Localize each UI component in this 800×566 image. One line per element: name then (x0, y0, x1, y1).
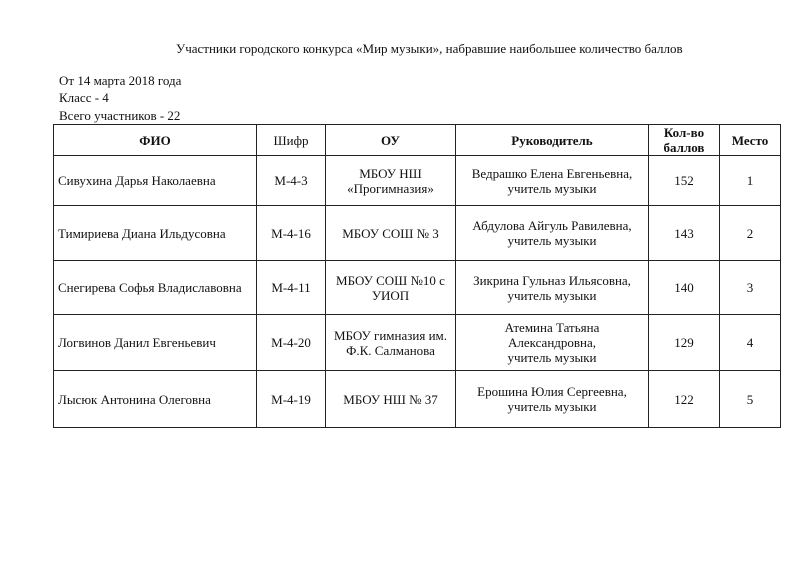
cell-score: 140 (649, 261, 720, 315)
header-school: ОУ (326, 125, 456, 156)
table-row (54, 156, 781, 206)
cell-code: М-4-16 (257, 206, 326, 261)
cell-name: Тимириева Диана Ильдусовна (54, 206, 257, 261)
cell-teacher-line: Александровна, (507, 335, 597, 350)
header-name: ФИО (54, 125, 257, 156)
cell-score: 143 (649, 206, 720, 261)
table-row (54, 261, 781, 315)
cell-school-line: МБОУ НШ № 37 (343, 391, 438, 407)
cell-teacher (456, 156, 649, 206)
cell-school (326, 261, 456, 315)
cell-teacher-line: учитель музыки (507, 350, 597, 365)
cell-name: Сивухина Дарья Наколаевна (54, 156, 257, 206)
cell-teacher-line: учитель музыки (507, 287, 597, 303)
cell-school (326, 206, 456, 261)
cell-teacher-line: учитель музыки (507, 233, 597, 248)
cell-school-line: МБОУ СОШ № 3 (342, 225, 439, 241)
cell-code: М-4-20 (257, 315, 326, 371)
header-score (649, 125, 720, 156)
results-table (53, 124, 781, 428)
table-row (54, 371, 781, 428)
header-teacher: Руководитель (456, 125, 649, 156)
cell-place: 5 (720, 371, 781, 428)
cell-name: Лысюк Антонина Олеговна (54, 371, 257, 428)
cell-teacher-line: Зикрина Гульназ Ильясовна, (473, 272, 631, 288)
cell-school-line: «Прогимназия» (347, 180, 434, 196)
cell-name: Снегирева Софья Владиславовна (54, 261, 257, 315)
document-title: Участники городского конкурса «Мир музыки», набравшие наибольшее количество баллов (176, 41, 683, 56)
table-row (54, 206, 781, 261)
cell-school-line: МБОУ СОШ №10 с (336, 272, 445, 288)
cell-school-line: МБОУ гимназия им. (333, 327, 448, 343)
cell-score: 152 (649, 156, 720, 206)
cell-teacher-line: Абдулова Айгуль Равилевна, (472, 218, 632, 233)
cell-teacher-line: учитель музыки (507, 180, 597, 196)
header-place: Место (720, 125, 781, 156)
cell-code: М-4-19 (257, 371, 326, 428)
cell-teacher (456, 261, 649, 315)
cell-school-line: УИОП (371, 287, 410, 303)
cell-place: 3 (720, 261, 781, 315)
cell-teacher (456, 315, 649, 371)
cell-school-line: МБОУ НШ (359, 165, 422, 181)
cell-place: 4 (720, 315, 781, 371)
total-participants: Всего участников - 22 (59, 108, 181, 123)
cell-teacher (456, 371, 649, 428)
cell-teacher-line: Ведрашко Елена Евгеньевна, (471, 165, 633, 181)
cell-place: 1 (720, 156, 781, 206)
table-row (54, 315, 781, 371)
cell-school-line: Ф.К. Салманова (346, 342, 435, 358)
cell-code: М-4-11 (257, 261, 326, 315)
cell-score: 122 (649, 371, 720, 428)
header-score-line1: Кол-во (663, 125, 705, 140)
cell-teacher (456, 206, 649, 261)
cell-code: М-4-3 (257, 156, 326, 206)
cell-place: 2 (720, 206, 781, 261)
cell-score: 129 (649, 315, 720, 371)
cell-name: Логвинов Данил Евгеньевич (54, 315, 257, 371)
document-date: От 14 марта 2018 года (59, 73, 182, 88)
cell-teacher-line: Атемина Татьяна (504, 320, 600, 335)
cell-teacher-line: Ерошина Юлия Сергеевна, (477, 384, 627, 399)
table-header-row (54, 125, 781, 156)
header-score-line2: баллов (663, 140, 705, 155)
cell-school (326, 156, 456, 206)
cell-school (326, 315, 456, 371)
header-code: Шифр (257, 125, 326, 156)
cell-school (326, 371, 456, 428)
document-class: Класс - 4 (59, 90, 109, 105)
cell-teacher-line: учитель музыки (507, 399, 597, 414)
